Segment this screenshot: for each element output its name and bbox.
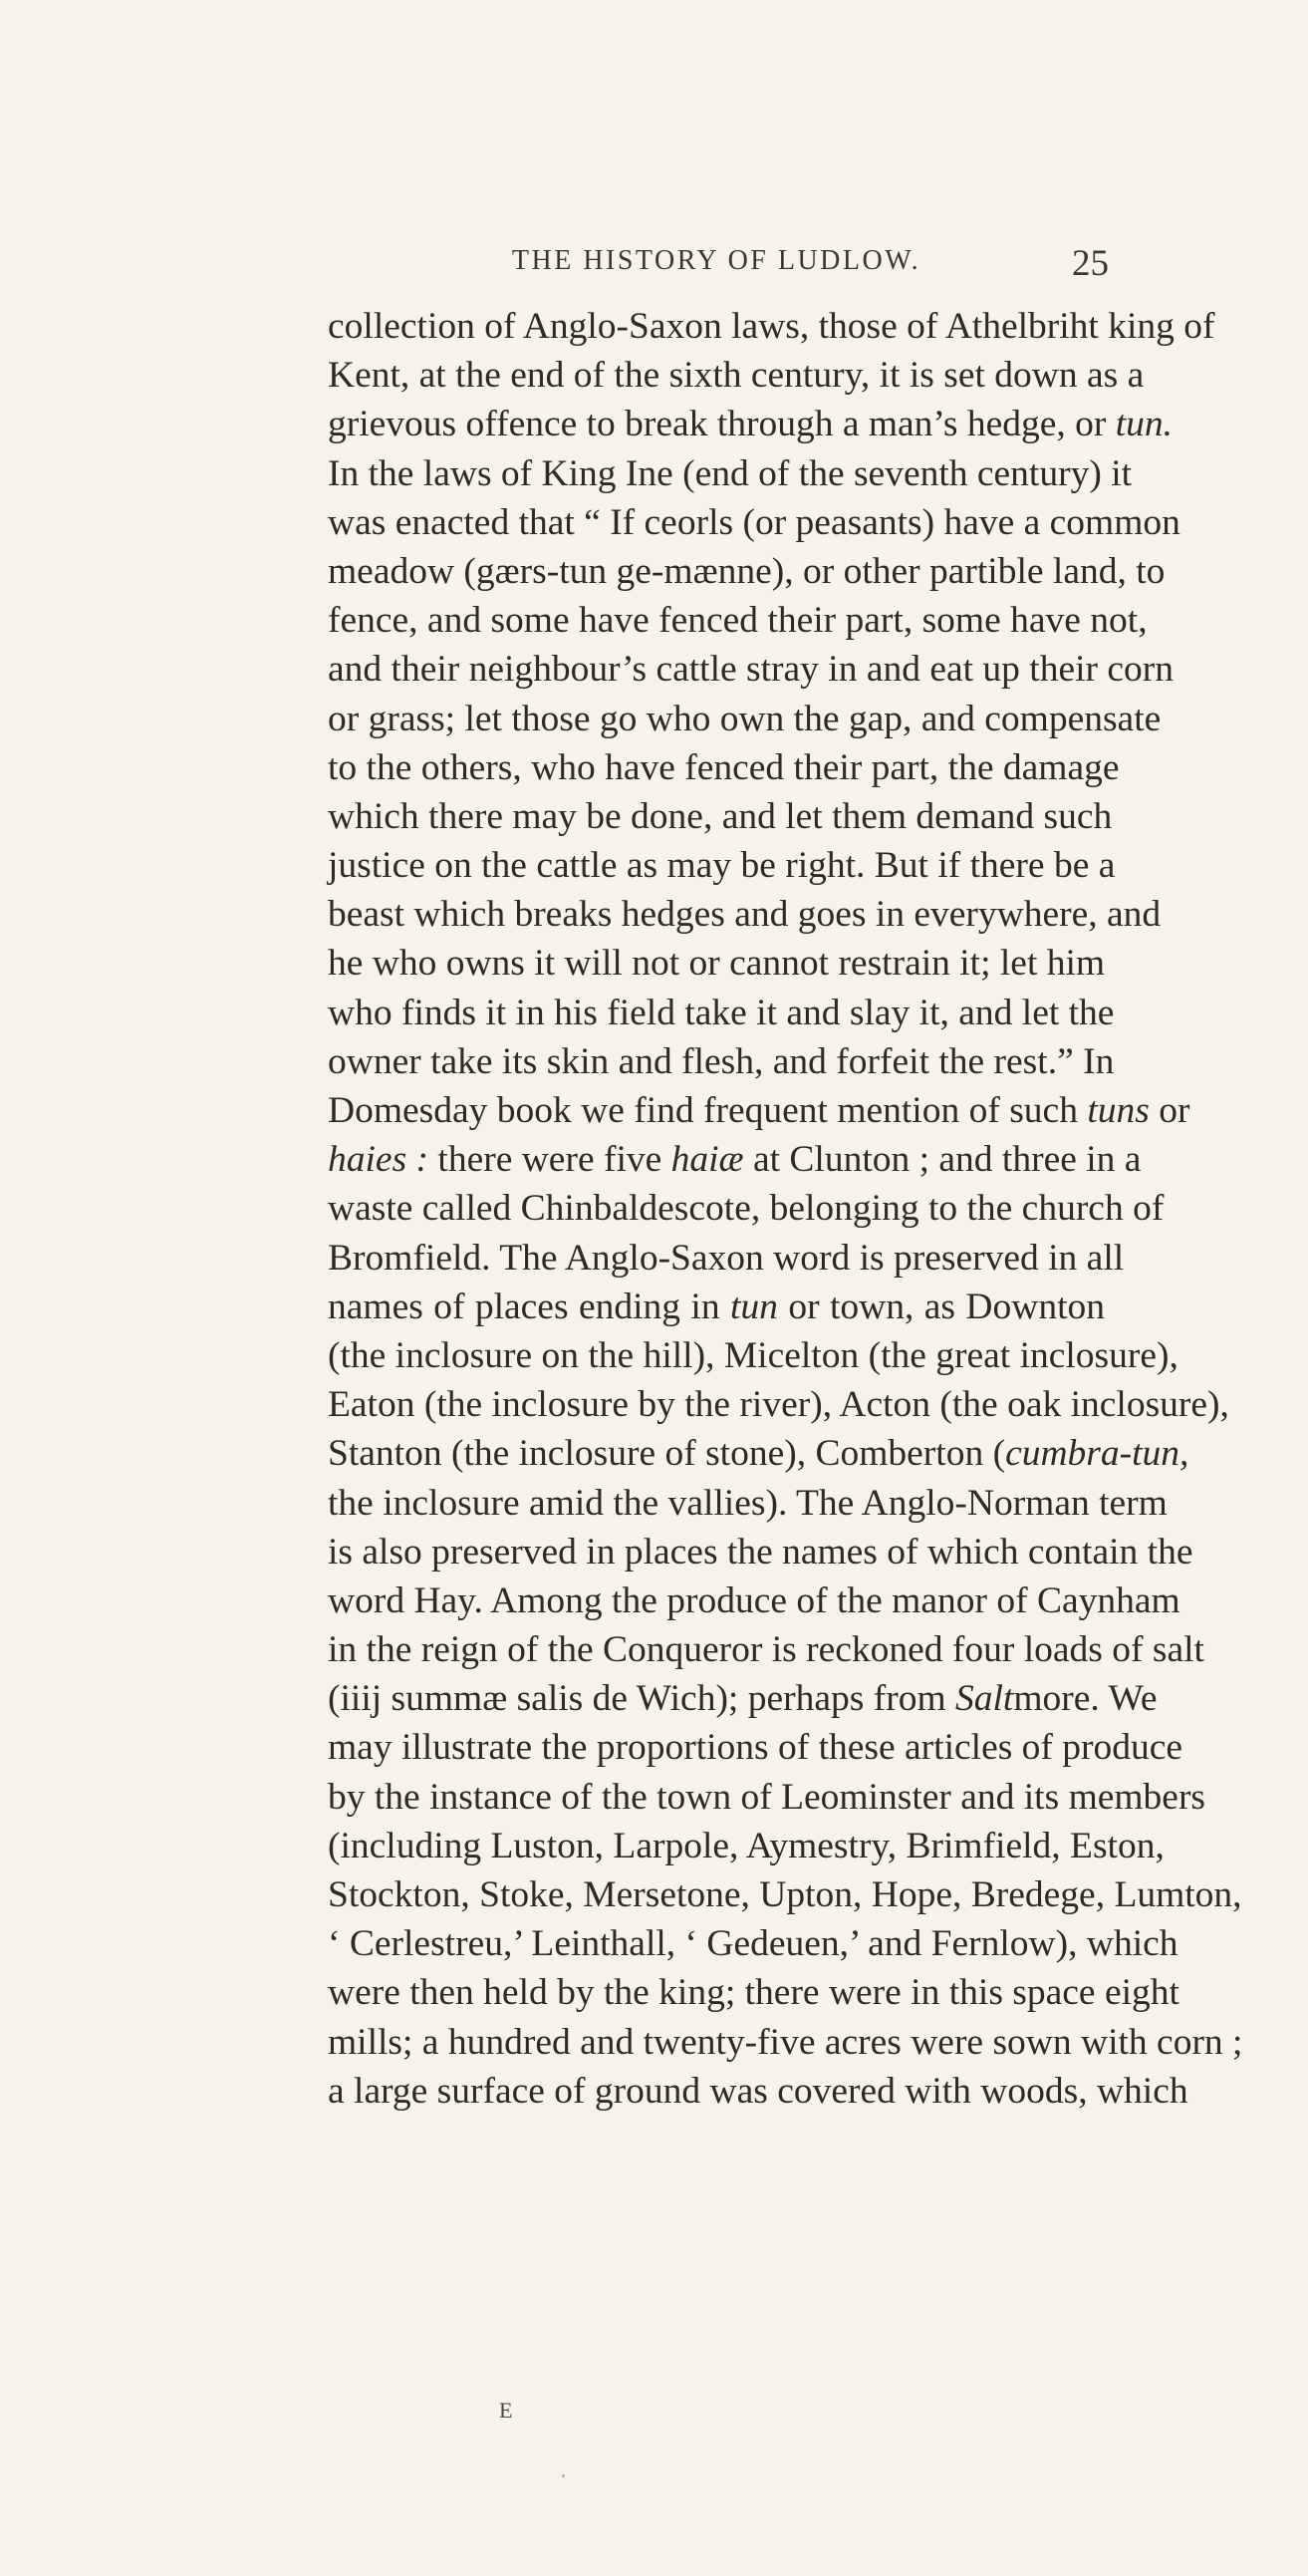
text-run: Domesday book we find frequent mention of such bbox=[328, 1090, 1088, 1131]
text-line bbox=[328, 1674, 1158, 1723]
text-line bbox=[328, 1086, 1190, 1135]
text-line bbox=[328, 1479, 1168, 1528]
text-line bbox=[328, 400, 1174, 448]
text-run: In the laws of King Ine (end of the seventh century) it bbox=[328, 452, 1133, 494]
text-run: or bbox=[1149, 1090, 1190, 1131]
text-run: ‘ Cerlestreu,’ Leinthall, ‘ Gedeuen,’ and Fernlow), which bbox=[328, 1923, 1178, 1965]
text-run: who finds it in his field take it and slay it, and let the bbox=[328, 992, 1115, 1033]
text-line bbox=[328, 890, 1162, 939]
text-run: he who owns it will not or cannot restrain it; let him bbox=[328, 943, 1106, 985]
text-line bbox=[328, 1380, 1229, 1429]
text-line bbox=[328, 792, 1113, 841]
text-run: names of places ending in bbox=[328, 1286, 731, 1327]
text-run: there were five bbox=[428, 1139, 671, 1181]
text-run: collection of Anglo-Saxon laws, those of Athelbriht king of bbox=[328, 306, 1215, 347]
text-run: meadow (gærs-tun ge-mænne), or other partible land, to bbox=[328, 550, 1166, 592]
text-run: grievous offence to break through a man’s hedge, or bbox=[328, 404, 1116, 445]
text-line bbox=[328, 498, 1180, 547]
text-run: or grass; let those go who own the gap, and compensate bbox=[328, 698, 1162, 739]
text-run: owner take its skin and flesh, and forfeit the rest.” In bbox=[328, 1040, 1115, 1082]
text-run: Bromfield. The Anglo-Saxon word is preserved in all bbox=[328, 1237, 1125, 1279]
text-line bbox=[328, 1037, 1115, 1086]
page-number: 25 bbox=[1072, 243, 1109, 284]
text-run: were then held by the king; there were in this space eight bbox=[328, 1972, 1179, 2014]
text-run: was enacted that “ If ceorls (or peasants) have a common bbox=[328, 501, 1180, 543]
text-run: Stockton, Stoke, Mersetone, Upton, Hope, Bredege, Lumton, bbox=[328, 1874, 1242, 1915]
text-line bbox=[328, 1723, 1183, 1772]
text-run: and their neighbour’s cattle stray in and eat up their corn bbox=[328, 649, 1175, 691]
text-line bbox=[328, 1870, 1242, 1919]
italic-run: Salt bbox=[955, 1678, 1014, 1720]
italic-run: haies : bbox=[328, 1139, 429, 1181]
italic-run: cumbra-tun, bbox=[1005, 1433, 1189, 1475]
italic-run: tuns bbox=[1087, 1090, 1150, 1131]
text-line bbox=[328, 1429, 1189, 1478]
text-run: is also preserved in places the names of which contain the bbox=[328, 1531, 1193, 1573]
text-line bbox=[328, 1234, 1125, 1283]
text-line bbox=[328, 1919, 1178, 1968]
text-run: word Hay. Among the produce of the manor of Caynham bbox=[328, 1579, 1180, 1621]
text-run: Eaton (the inclosure by the river), Acton (the oak inclosure), bbox=[328, 1384, 1229, 1426]
text-run: at Clunton ; and three in a bbox=[743, 1139, 1142, 1181]
text-line bbox=[328, 1331, 1178, 1380]
text-line bbox=[328, 989, 1115, 1037]
text-run: may illustrate the proportions of these articles of produce bbox=[328, 1727, 1183, 1769]
italic-run: tun. bbox=[1115, 404, 1174, 445]
text-line bbox=[328, 1135, 1142, 1184]
text-run: which there may be done, and let them demand such bbox=[328, 795, 1113, 837]
text-run: the inclosure amid the vallies). The Anglo-Norman term bbox=[328, 1482, 1168, 1524]
text-line bbox=[328, 1968, 1179, 2017]
italic-run: tun bbox=[730, 1286, 778, 1327]
text-line bbox=[328, 2067, 1188, 2116]
text-run: fence, and some have fenced their part, some have not, bbox=[328, 600, 1148, 642]
text-run: more. We bbox=[1013, 1678, 1158, 1720]
text-line bbox=[328, 1773, 1206, 1822]
text-line bbox=[328, 1184, 1165, 1233]
body-text bbox=[328, 302, 1243, 2116]
text-run: (the inclosure on the hill), Micelton (the great inclosure), bbox=[328, 1334, 1178, 1376]
text-line bbox=[328, 449, 1133, 498]
running-header bbox=[328, 243, 1109, 285]
text-line bbox=[328, 302, 1215, 351]
text-line bbox=[328, 645, 1175, 694]
text-line bbox=[328, 1283, 1105, 1331]
text-line bbox=[328, 351, 1145, 400]
text-run: justice on the cattle as may be right. But if there be a bbox=[328, 845, 1116, 887]
page-title: THE HISTORY OF LUDLOW. bbox=[511, 245, 921, 276]
text-line bbox=[328, 743, 1120, 792]
text-line bbox=[328, 1625, 1204, 1674]
italic-run: haiæ bbox=[670, 1139, 744, 1181]
text-line bbox=[328, 596, 1148, 645]
text-line bbox=[328, 939, 1105, 988]
text-run: by the instance of the town of Leominster and its members bbox=[328, 1776, 1206, 1818]
text-run: Kent, at the end of the sixth century, it is set down as a bbox=[328, 355, 1145, 397]
signature-mark: E bbox=[499, 2398, 514, 2423]
paper-speck bbox=[562, 2474, 565, 2477]
text-run: (iiij summæ salis de Wich); perhaps from bbox=[328, 1678, 955, 1720]
text-run: or town, as Downton bbox=[777, 1286, 1106, 1327]
text-run: in the reign of the Conqueror is reckoned four loads of salt bbox=[328, 1629, 1204, 1671]
text-line bbox=[328, 547, 1166, 596]
text-line bbox=[328, 841, 1116, 890]
text-run: to the others, who have fenced their part, the damage bbox=[328, 746, 1120, 788]
text-run: mills; a hundred and twenty-five acres were sown with corn ; bbox=[328, 2021, 1243, 2063]
text-run: Stanton (the inclosure of stone), Comberton ( bbox=[328, 1433, 1006, 1475]
text-line bbox=[328, 695, 1162, 743]
text-run: beast which breaks hedges and goes in everywhere, and bbox=[328, 894, 1162, 936]
text-run: (including Luston, Larpole, Aymestry, Brimfield, Eston, bbox=[328, 1825, 1165, 1866]
text-line bbox=[328, 2018, 1243, 2067]
text-line bbox=[328, 1822, 1165, 1870]
text-run: a large surface of ground was covered with woods, which bbox=[328, 2070, 1188, 2112]
text-run: waste called Chinbaldescote, belonging to the church of bbox=[328, 1188, 1165, 1230]
text-line bbox=[328, 1528, 1193, 1576]
text-line bbox=[328, 1576, 1180, 1625]
